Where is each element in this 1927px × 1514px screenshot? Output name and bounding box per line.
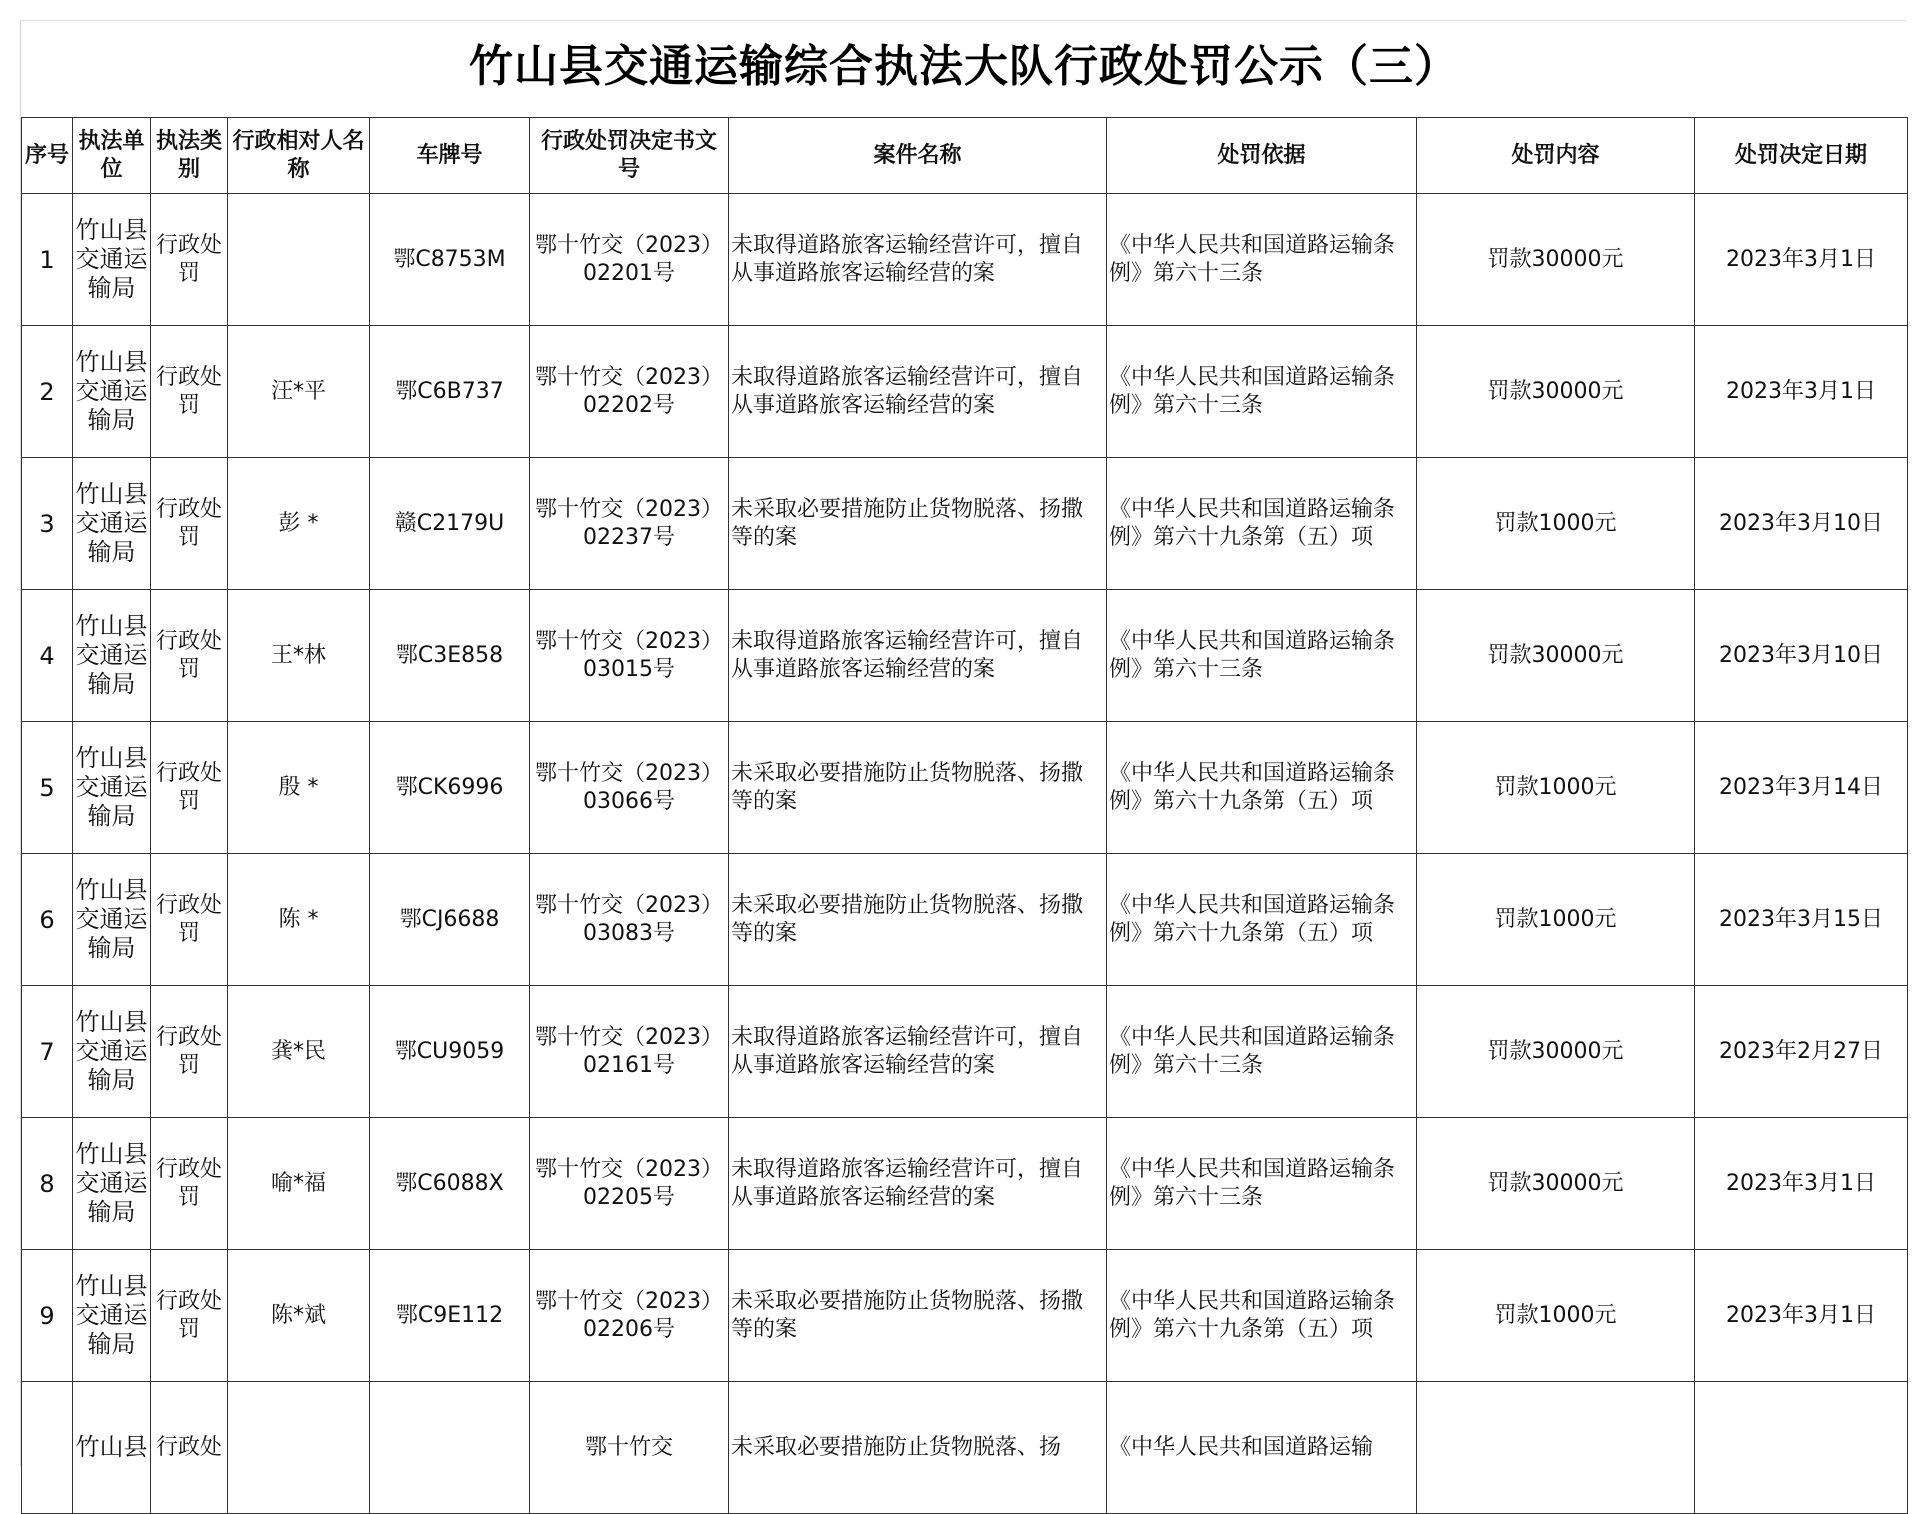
cell-category: 行政处罚 — [151, 1118, 228, 1250]
cell-date: 2023年3月1日 — [1695, 1250, 1908, 1382]
table-row — [22, 854, 1908, 986]
cell-doc-no: 鄂十竹交 — [530, 1382, 729, 1514]
cell-no: 2 — [22, 326, 73, 458]
table-row — [22, 1118, 1908, 1250]
table-row — [22, 1250, 1908, 1382]
cell-case: 未采取必要措施防止货物脱落、扬撒等的案 — [729, 458, 1107, 590]
header-category: 执法类别 — [151, 118, 228, 194]
cell-basis: 《中华人民共和国道路运输条例》第六十九条第（五）项 — [1107, 1250, 1417, 1382]
cell-basis: 《中华人民共和国道路运输 — [1107, 1382, 1417, 1514]
cell-plate: 鄂CJ6688 — [370, 854, 530, 986]
cell-date: 2023年3月10日 — [1695, 590, 1908, 722]
header-plate: 车牌号 — [370, 118, 530, 194]
cell-case: 未取得道路旅客运输经营许可，擅自从事道路旅客运输经营的案 — [729, 326, 1107, 458]
cell-basis: 《中华人民共和国道路运输条例》第六十九条第（五）项 — [1107, 722, 1417, 854]
cell-case: 未采取必要措施防止货物脱落、扬 — [729, 1382, 1107, 1514]
cell-plate: 鄂C8753M — [370, 194, 530, 326]
cell-plate: 鄂C6088X — [370, 1118, 530, 1250]
cell-no: 6 — [22, 854, 73, 986]
cell-party: 汪*平 — [228, 326, 370, 458]
cell-category: 行政处罚 — [151, 326, 228, 458]
header-penalty: 处罚内容 — [1417, 118, 1695, 194]
cell-party: 彭 * — [228, 458, 370, 590]
header-party: 行政相对人名称 — [228, 118, 370, 194]
header-doc-no: 行政处罚决定书文号 — [530, 118, 729, 194]
cell-plate — [370, 1382, 530, 1514]
header-basis: 处罚依据 — [1107, 118, 1417, 194]
cell-penalty: 罚款30000元 — [1417, 194, 1695, 326]
cell-category: 行政处罚 — [151, 458, 228, 590]
cell-category: 行政处罚 — [151, 722, 228, 854]
cell-no: 3 — [22, 458, 73, 590]
table-header-row — [22, 118, 1908, 194]
cell-basis: 《中华人民共和国道路运输条例》第六十三条 — [1107, 194, 1417, 326]
cell-penalty: 罚款30000元 — [1417, 326, 1695, 458]
cell-no: 8 — [22, 1118, 73, 1250]
cell-plate: 鄂C3E858 — [370, 590, 530, 722]
table-row — [22, 326, 1908, 458]
cell-doc-no: 鄂十竹交（2023）03083号 — [530, 854, 729, 986]
header-no: 序号 — [22, 118, 73, 194]
cell-penalty — [1417, 1382, 1695, 1514]
cell-plate: 鄂CK6996 — [370, 722, 530, 854]
cell-unit: 竹山县交通运输局 — [73, 194, 151, 326]
table-row — [22, 986, 1908, 1118]
cell-doc-no: 鄂十竹交（2023）03066号 — [530, 722, 729, 854]
document-sheet — [20, 20, 1907, 1466]
cell-no: 7 — [22, 986, 73, 1118]
header-case: 案件名称 — [729, 118, 1107, 194]
cell-date: 2023年3月1日 — [1695, 1118, 1908, 1250]
cell-basis: 《中华人民共和国道路运输条例》第六十三条 — [1107, 326, 1417, 458]
cell-no: 9 — [22, 1250, 73, 1382]
table-row — [22, 458, 1908, 590]
cell-category: 行政处 — [151, 1382, 228, 1514]
table-row — [22, 1382, 1908, 1514]
cell-date: 2023年2月27日 — [1695, 986, 1908, 1118]
cell-doc-no: 鄂十竹交（2023）02206号 — [530, 1250, 729, 1382]
cell-plate: 赣C2179U — [370, 458, 530, 590]
cell-party: 陈 * — [228, 854, 370, 986]
cell-date: 2023年3月10日 — [1695, 458, 1908, 590]
cell-doc-no: 鄂十竹交（2023）02205号 — [530, 1118, 729, 1250]
cell-unit: 竹山县交通运输局 — [73, 1118, 151, 1250]
cell-doc-no: 鄂十竹交（2023）02201号 — [530, 194, 729, 326]
table-row — [22, 722, 1908, 854]
cell-case: 未取得道路旅客运输经营许可，擅自从事道路旅客运输经营的案 — [729, 986, 1107, 1118]
cell-basis: 《中华人民共和国道路运输条例》第六十九条第（五）项 — [1107, 854, 1417, 986]
cell-case: 未采取必要措施防止货物脱落、扬撒等的案 — [729, 722, 1107, 854]
cell-no: 1 — [22, 194, 73, 326]
cell-unit: 竹山县 — [73, 1382, 151, 1514]
cell-no: 5 — [22, 722, 73, 854]
cell-party — [228, 1382, 370, 1514]
cell-date — [1695, 1382, 1908, 1514]
cell-basis: 《中华人民共和国道路运输条例》第六十九条第（五）项 — [1107, 458, 1417, 590]
cell-party: 喻*福 — [228, 1118, 370, 1250]
cell-doc-no: 鄂十竹交（2023）03015号 — [530, 590, 729, 722]
cell-unit: 竹山县交通运输局 — [73, 590, 151, 722]
cell-doc-no: 鄂十竹交（2023）02202号 — [530, 326, 729, 458]
cell-plate: 鄂CU9059 — [370, 986, 530, 1118]
cell-category: 行政处罚 — [151, 986, 228, 1118]
cell-party: 陈*斌 — [228, 1250, 370, 1382]
cell-party — [228, 194, 370, 326]
cell-date: 2023年3月15日 — [1695, 854, 1908, 986]
cell-doc-no: 鄂十竹交（2023）02161号 — [530, 986, 729, 1118]
cell-penalty: 罚款1000元 — [1417, 458, 1695, 590]
cell-category: 行政处罚 — [151, 1250, 228, 1382]
cell-unit: 竹山县交通运输局 — [73, 986, 151, 1118]
cell-basis: 《中华人民共和国道路运输条例》第六十三条 — [1107, 986, 1417, 1118]
page-title: 竹山县交通运输综合执法大队行政处罚公示（三） — [469, 41, 1459, 92]
cell-date: 2023年3月1日 — [1695, 326, 1908, 458]
table-row — [22, 590, 1908, 722]
cell-case: 未取得道路旅客运输经营许可，擅自从事道路旅客运输经营的案 — [729, 1118, 1107, 1250]
cell-party: 王*林 — [228, 590, 370, 722]
cell-basis: 《中华人民共和国道路运输条例》第六十三条 — [1107, 590, 1417, 722]
cell-penalty: 罚款1000元 — [1417, 854, 1695, 986]
cell-doc-no: 鄂十竹交（2023）02237号 — [530, 458, 729, 590]
cell-case: 未采取必要措施防止货物脱落、扬撒等的案 — [729, 1250, 1107, 1382]
cell-category: 行政处罚 — [151, 854, 228, 986]
cell-party: 殷 * — [228, 722, 370, 854]
cell-case: 未采取必要措施防止货物脱落、扬撒等的案 — [729, 854, 1107, 986]
cell-plate: 鄂C9E112 — [370, 1250, 530, 1382]
cell-unit: 竹山县交通运输局 — [73, 1250, 151, 1382]
cell-category: 行政处罚 — [151, 194, 228, 326]
header-date: 处罚决定日期 — [1695, 118, 1908, 194]
cell-category: 行政处罚 — [151, 590, 228, 722]
cell-case: 未取得道路旅客运输经营许可，擅自从事道路旅客运输经营的案 — [729, 194, 1107, 326]
cell-unit: 竹山县交通运输局 — [73, 458, 151, 590]
table-row — [22, 194, 1908, 326]
penalty-table — [21, 117, 1908, 1514]
cell-date: 2023年3月1日 — [1695, 194, 1908, 326]
cell-penalty: 罚款1000元 — [1417, 722, 1695, 854]
cell-no: 4 — [22, 590, 73, 722]
cell-penalty: 罚款30000元 — [1417, 986, 1695, 1118]
cell-penalty: 罚款1000元 — [1417, 1250, 1695, 1382]
cell-penalty: 罚款30000元 — [1417, 590, 1695, 722]
header-unit: 执法单位 — [73, 118, 151, 194]
cell-party: 龚*民 — [228, 986, 370, 1118]
cell-date: 2023年3月14日 — [1695, 722, 1908, 854]
cell-unit: 竹山县交通运输局 — [73, 326, 151, 458]
cell-basis: 《中华人民共和国道路运输条例》第六十三条 — [1107, 1118, 1417, 1250]
cell-unit: 竹山县交通运输局 — [73, 854, 151, 986]
cell-plate: 鄂C6B737 — [370, 326, 530, 458]
cell-case: 未取得道路旅客运输经营许可，擅自从事道路旅客运输经营的案 — [729, 590, 1107, 722]
cell-no — [22, 1382, 73, 1514]
cell-unit: 竹山县交通运输局 — [73, 722, 151, 854]
cell-penalty: 罚款30000元 — [1417, 1118, 1695, 1250]
